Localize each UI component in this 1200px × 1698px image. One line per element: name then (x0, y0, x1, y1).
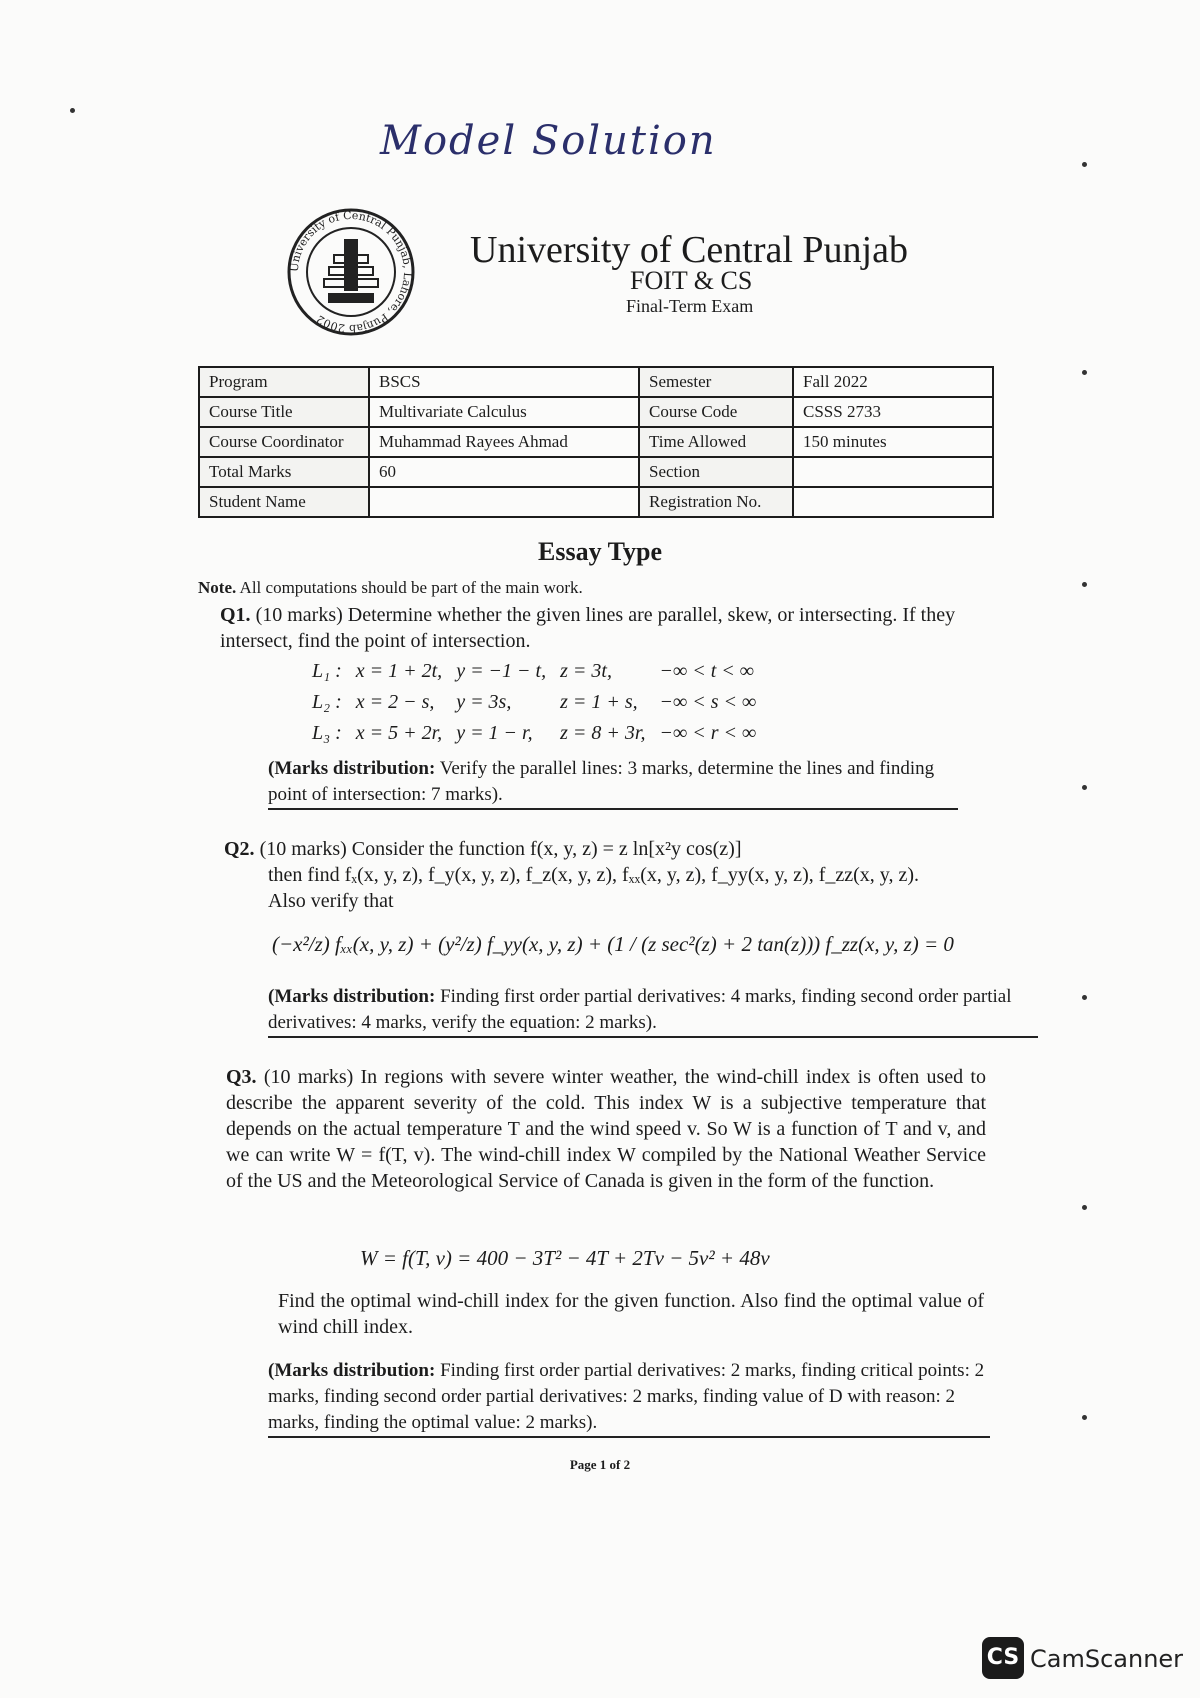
table-cell: Total Marks (199, 457, 369, 487)
table-cell: 60 (369, 457, 639, 487)
question-text: (10 marks) Determine whether the given lines are parallel, skew, or intersecting. If they intersect, find the point of intersection. (220, 604, 956, 652)
table-cell: Muhammad Rayees Ahmad (369, 427, 639, 457)
table-cell: Student Name (199, 487, 369, 517)
scan-speck (1082, 785, 1087, 790)
table-cell (793, 487, 993, 517)
equation-part: y = 1 − r, (456, 722, 533, 744)
equation-part: L₃ : (312, 722, 342, 744)
table-row (199, 487, 993, 517)
marks-label: (Marks distribution: (268, 986, 436, 1007)
equation-part: x = 5 + 2r, (355, 722, 443, 744)
camscanner-watermark: CamScanner (1030, 1645, 1184, 1673)
table-row (199, 397, 993, 427)
line-equations (312, 656, 770, 749)
note-text: All computations should be part of the main work. (239, 578, 583, 597)
section-title: Essay Type (537, 537, 663, 566)
marks-text: Finding first order partial derivatives: 2 marks, finding critical points: 2 marks, finding second order partial derivatives: 2 marks, finding value of D with reason: 2 marks, finding the optimal value: 2 marks). (268, 1360, 985, 1433)
marks-label: (Marks distribution: (268, 758, 436, 779)
scan-speck (1082, 1205, 1087, 1210)
question-text: (10 marks) Consider the function f(x, y, z) = z ln[x²y cos(z)] (259, 838, 742, 860)
q3-formula: W = f(T, v) = 400 − 3T² − 4T + 2Tv − 5v² + 48v (360, 1246, 770, 1270)
exam-type: Final-Term Exam (626, 296, 754, 316)
table-cell: 150 minutes (793, 427, 993, 457)
equation-part: z = 3t, (560, 660, 612, 682)
course-info-table (198, 366, 994, 518)
question-3 (226, 1064, 986, 1194)
question-number: Q2. (224, 838, 255, 860)
university-name: University of Central Punjab (470, 229, 908, 271)
table-cell: Course Title (199, 397, 369, 427)
equation-part: x = 1 + 2t, (355, 660, 443, 682)
question-number: Q1. (220, 604, 251, 626)
question-text: Also verify that (268, 890, 394, 912)
equation-part: L₁ : (312, 660, 342, 682)
marks-label: (Marks distribution: (268, 1360, 436, 1381)
table-cell: Registration No. (639, 487, 793, 517)
q3-marks-distribution (268, 1358, 990, 1438)
table-cell: Time Allowed (639, 427, 793, 457)
marks-text: Finding first order partial derivatives: 4 marks, finding second order partial derivatives: 4 marks, verify the equation: 2 marks). (268, 986, 1012, 1033)
equation-part: y = −1 − t, (456, 660, 547, 682)
table-cell (793, 457, 993, 487)
equation-part: −∞ < t < ∞ (659, 660, 755, 682)
table-row (199, 367, 993, 397)
equation-row (312, 687, 770, 718)
equation-row (312, 718, 770, 749)
table-cell (369, 487, 639, 517)
scan-speck (1082, 370, 1087, 375)
camscanner-logo-icon: CS (982, 1637, 1024, 1679)
equation-row (312, 656, 770, 687)
q2-marks-distribution (268, 984, 1038, 1038)
table-cell: Section (639, 457, 793, 487)
equation-part: z = 1 + s, (560, 691, 638, 713)
question-2 (224, 836, 1044, 914)
marks-text: Verify the parallel lines: 3 marks, determine the lines and finding point of intersection: 7 marks). (268, 758, 935, 805)
scan-speck (1082, 582, 1087, 587)
table-cell: Fall 2022 (793, 367, 993, 397)
table-row (199, 457, 993, 487)
q1-marks-distribution (268, 756, 958, 810)
scan-speck (1082, 995, 1087, 1000)
table-cell: BSCS (369, 367, 639, 397)
scan-speck (1082, 1415, 1087, 1420)
question-text: then find fₓ(x, y, z), f_y(x, y, z), f_z(x, y, z), fₓₓ(x, y, z), f_yy(x, y, z), f_zz(x, y, z). (268, 864, 920, 886)
table-row (199, 427, 993, 457)
table-cell: Semester (639, 367, 793, 397)
note-label: Note. (198, 578, 237, 597)
equation-part: −∞ < s < ∞ (659, 691, 757, 713)
q2-formula: (−x²/z) fₓₓ(x, y, z) + (y²/z) f_yy(x, y, z) + (1 / (z sec²(z) + 2 tan(z))) f_zz(x, y, z) = 0 (272, 932, 954, 956)
page-number: Page 1 of 2 (569, 1457, 631, 1472)
table-cell: CSSS 2733 (793, 397, 993, 427)
q3-ask: Find the optimal wind-chill index for the given function. Also find the optimal value of wind chill index. (278, 1290, 984, 1338)
equation-part: y = 3s, (456, 691, 512, 713)
scan-speck (1082, 162, 1087, 167)
table-cell: Program (199, 367, 369, 397)
faculty-name: FOIT & CS (630, 266, 753, 295)
equation-part: z = 8 + 3r, (560, 722, 646, 744)
university-seal-icon (284, 205, 418, 339)
handwritten-annotation: Model Solution (380, 118, 717, 164)
question-1 (220, 602, 1020, 654)
table-cell: Course Coordinator (199, 427, 369, 457)
equation-part: L₂ : (312, 691, 342, 713)
table-cell: Course Code (639, 397, 793, 427)
question-text: (10 marks) In regions with severe winter weather, the wind-chill index is often used to describe the apparent severity of the cold. This index W is a subjective temperature that depends on the actual temperature T and the wind speed v. So W is a function of T and v, and we can write W = f(T, v). The wind-chill index W compiled by the National Weather Service of the US and the Meteorological Service of Canada is given in the form of the function. (226, 1066, 986, 1192)
equation-part: −∞ < r < ∞ (659, 722, 757, 744)
question-number: Q3. (226, 1066, 257, 1088)
equation-part: x = 2 − s, (355, 691, 435, 713)
note (198, 578, 583, 598)
seal-text: University of Central Punjab, Lahore, Punjab 2002 (287, 208, 415, 336)
table-cell: Multivariate Calculus (369, 397, 639, 427)
scan-speck (70, 108, 75, 113)
